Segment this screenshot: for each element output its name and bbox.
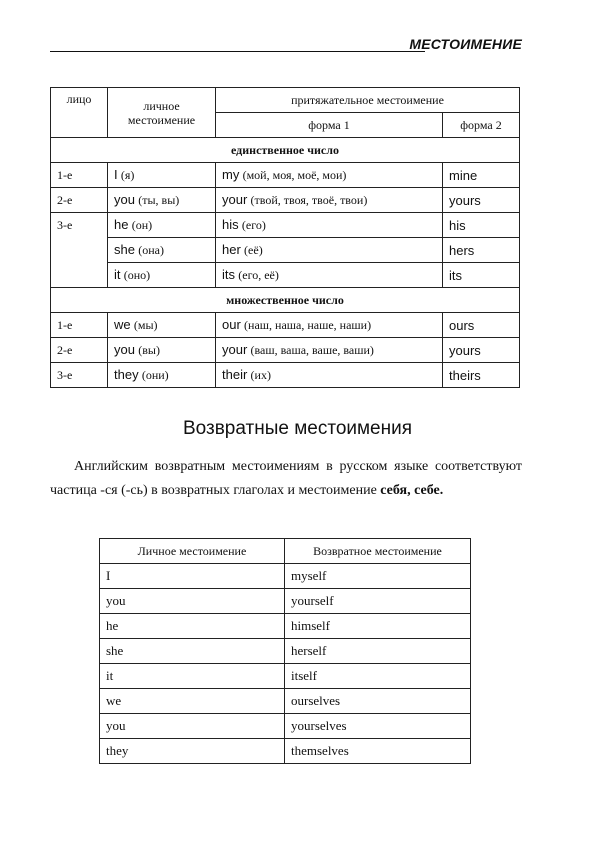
person-cell: 1-е xyxy=(51,313,108,338)
form1-cell: my (мой, моя, моё, мои) xyxy=(216,163,443,188)
person-cell: 3-е xyxy=(51,363,108,388)
pronoun-cell: she (она) xyxy=(108,238,216,263)
singular-label: единственное число xyxy=(51,138,520,163)
pronoun-cell: she xyxy=(100,639,285,664)
form1-cell: your (ваш, ваша, ваше, ваши) xyxy=(216,338,443,363)
person-cell: 2-е xyxy=(51,188,108,213)
form2-cell: hers xyxy=(443,238,520,263)
table-row xyxy=(51,338,520,363)
form1-cell: its (его, её) xyxy=(216,263,443,288)
reflexive-pronouns-table xyxy=(99,538,471,764)
reflexive-cell: ourselves xyxy=(285,689,471,714)
possessive-pronouns-table xyxy=(50,87,520,388)
plural-label: множественное число xyxy=(51,288,520,313)
pronoun-cell: we (мы) xyxy=(108,313,216,338)
table-header-row xyxy=(51,88,520,113)
form1-cell: his (его) xyxy=(216,213,443,238)
reflexive-cell: yourself xyxy=(285,589,471,614)
form1-cell: their (их) xyxy=(216,363,443,388)
col-form1: форма 1 xyxy=(216,113,443,138)
person-cell: 3-е xyxy=(51,213,108,288)
pronoun-cell: I (я) xyxy=(108,163,216,188)
reflexive-cell: herself xyxy=(285,639,471,664)
header-rule xyxy=(50,51,425,52)
pronoun-cell: they (они) xyxy=(108,363,216,388)
form1-cell: your (твой, твоя, твоё, твои) xyxy=(216,188,443,213)
table-row xyxy=(100,639,471,664)
reflexive-cell: yourselves xyxy=(285,714,471,739)
section-title: Возвратные местоимения xyxy=(182,418,413,439)
pronoun-cell: I xyxy=(100,564,285,589)
section-paragraph xyxy=(50,455,522,503)
pronoun-cell: you xyxy=(100,589,285,614)
pronoun-cell: they xyxy=(100,739,285,764)
person-cell: 1-е xyxy=(51,163,108,188)
table-row xyxy=(100,664,471,689)
col-personal: Личное местоимение xyxy=(100,539,285,564)
reflexive-cell: myself xyxy=(285,564,471,589)
form2-cell: yours xyxy=(443,338,520,363)
col-form2: форма 2 xyxy=(443,113,520,138)
pronoun-cell: you xyxy=(100,714,285,739)
form1-cell: our (наш, наша, наше, наши) xyxy=(216,313,443,338)
table-row xyxy=(100,714,471,739)
table-row xyxy=(51,238,520,263)
reflexive-cell: himself xyxy=(285,614,471,639)
form2-cell: theirs xyxy=(443,363,520,388)
paragraph-text: Английским возвратным местоимениям в русском языке соответствуют частица -ся (-сь) в возвратных глаголах и местоимение xyxy=(50,459,522,498)
pronoun-cell: it (оно) xyxy=(108,263,216,288)
form2-cell: ours xyxy=(443,313,520,338)
section-row-plural xyxy=(51,288,520,313)
table-row xyxy=(100,564,471,589)
section-row-singular xyxy=(51,138,520,163)
table-row xyxy=(100,739,471,764)
running-header xyxy=(50,36,522,56)
pronoun-cell: it xyxy=(100,664,285,689)
form2-cell: yours xyxy=(443,188,520,213)
table-row xyxy=(51,163,520,188)
pronoun-cell: you (ты, вы) xyxy=(108,188,216,213)
table-row xyxy=(100,589,471,614)
table-row xyxy=(51,213,520,238)
form2-cell: mine xyxy=(443,163,520,188)
pronoun-cell: he xyxy=(100,614,285,639)
person-cell: 2-е xyxy=(51,338,108,363)
form1-cell: her (её) xyxy=(216,238,443,263)
table-row xyxy=(100,614,471,639)
col-person: лицо xyxy=(51,88,108,138)
reflexive-cell: itself xyxy=(285,664,471,689)
pronoun-cell: we xyxy=(100,689,285,714)
form2-cell: his xyxy=(443,213,520,238)
table-row xyxy=(51,263,520,288)
reflexive-cell: themselves xyxy=(285,739,471,764)
col-possessive: притяжательное местоимение xyxy=(216,88,520,113)
table-header-row xyxy=(100,539,471,564)
table-row xyxy=(51,363,520,388)
form2-cell: its xyxy=(443,263,520,288)
header-title: МЕСТОИМЕНИЕ xyxy=(409,36,522,52)
pronoun-cell: you (вы) xyxy=(108,338,216,363)
table-row xyxy=(51,313,520,338)
col-personal: личное местоимение xyxy=(108,88,216,138)
col-reflexive: Возвратное местоимение xyxy=(285,539,471,564)
pronoun-cell: he (он) xyxy=(108,213,216,238)
paragraph-bold: себя, себе. xyxy=(380,483,444,498)
table-row xyxy=(100,689,471,714)
table-row xyxy=(51,188,520,213)
